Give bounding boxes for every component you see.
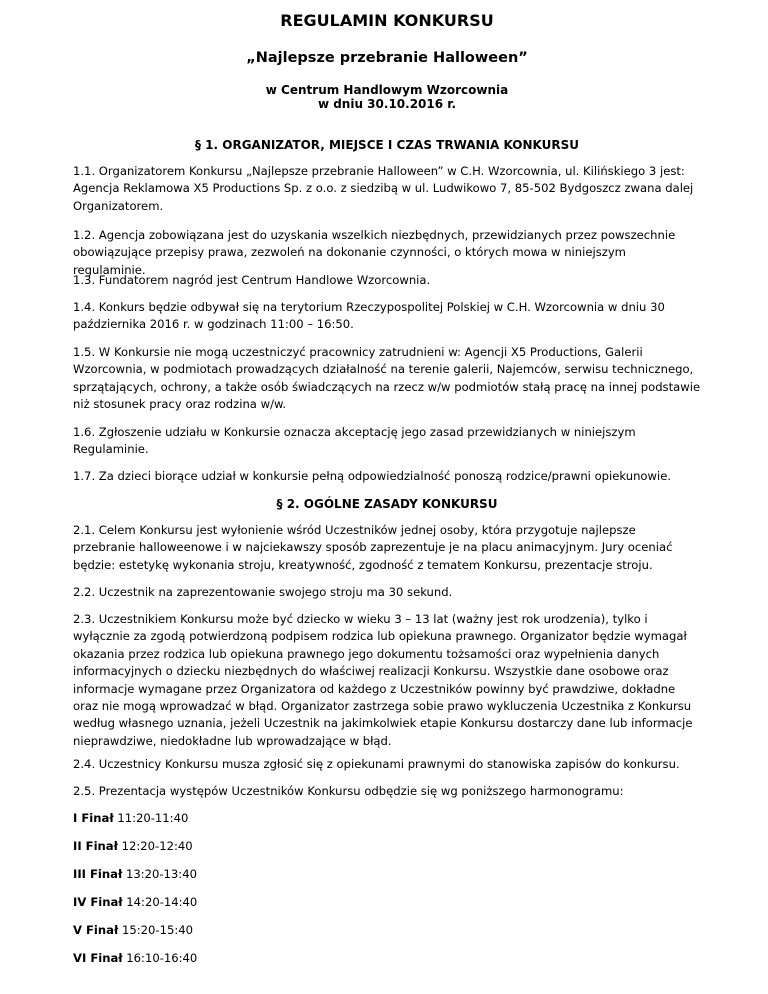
final-label: I Finał: [73, 811, 114, 825]
paragraph-1-5: 1.5. W Konkursie nie mogą uczestniczyć pracownicy zatrudnieni w: Agencji X5 Productions, Galerii Wzorcownia, w podmiotach prowadzących działalność na terenie galerii, Najemców, serwisu technicznego, sprzątających, ochrony, a także osób świadczących na rzecz w/w podmiotów stałą pracę na innej podstawie niż stosunek pracy oraz rodzina w/w.: [73, 345, 701, 412]
paragraph-2-3: 2.3. Uczestnikiem Konkursu może być dziecko w wieku 3 – 13 lat (ważny jest rok urodzenia), tylko i wyłącznie za zgodą potwierdzoną podpisem rodzica lub opiekuna prawnego. Organizator będzie wymagał okazania przez rodzica lub opiekuna prawnego jego dokumentu tożsamości oraz wypełnienia danych informacyjnych o dziecku niezbędnych do właściwej realizacji Konkursu. Wszystkie dane osobowe oraz informacje wymagane przez Organizatora od każdego z Uczestników powinny być prawdziwe, dokładne oraz nie mogą wprowadzać w błąd. Organizator zastrzega sobie prawo wykluczenia Uczestnika z Konkursu według własnego uznania, jeżeli Uczestnik na jakimkolwiek etapie Konkursu dostarczy dane lub informacje nieprawdziwe, niedokładne lub wprowadzające w błąd.: [73, 612, 693, 748]
paragraph-2-1: 2.1. Celem Konkursu jest wyłonienie wśród Uczestników jednej osoby, która przygotuje najlepsze przebranie halloweenowe i w najciekawszy sposób zaprezentuje je na placu animacyjnym. Jury oceniać będzie: estetykę wykonania stroju, kreatywność, zgodność z tematem Konkursu, prezentacje stroju.: [73, 523, 673, 572]
final-time: 12:20-12:40: [121, 839, 193, 853]
paragraph-2-5: 2.5. Prezentacja występów Uczestników Konkursu odbędzie się wg poniższego harmonogramu:: [73, 784, 624, 798]
final-time: 13:20-13:40: [125, 867, 197, 881]
section-1-heading: § 1. ORGANIZATOR, MIEJSCE I CZAS TRWANIA KONKURSU: [195, 138, 579, 152]
contest-name: „Najlepsze przebranie Halloween”: [246, 50, 528, 66]
paragraph-1-4: 1.4. Konkurs będzie odbywał się na terytorium Rzeczypospolitej Polskiej w C.H. Wzorcownia w dniu 30 października 2016 r. w godzinach 11:00 – 16:50.: [73, 300, 665, 332]
paragraph-1-1: 1.1. Organizatorem Konkursu „Najlepsze przebranie Halloween” w C.H. Wzorcownia, ul. Kilińskiego 3 jest: Agencja Reklamowa X5 Productions Sp. z o.o. z siedzibą w ul. Ludwikowo 7, 85-502 Bydgoszcz zwana dalej Organizatorem.: [73, 164, 694, 213]
document-title: REGULAMIN KONKURSU: [280, 11, 494, 30]
section-2-heading: § 2. OGÓLNE ZASADY KONKURSU: [276, 497, 498, 511]
final-entry: [73, 950, 701, 967]
final-entry: [73, 922, 701, 939]
final-time: 16:10-16:40: [126, 951, 198, 965]
final-label: II Finał: [73, 839, 118, 853]
final-label: III Finał: [73, 867, 123, 881]
final-entry: [73, 866, 701, 883]
paragraph-2-2: 2.2. Uczestnik na zaprezentowanie swojego stroju ma 30 sekund.: [73, 585, 453, 599]
final-label: IV Finał: [73, 895, 123, 909]
final-time: 14:20-14:40: [126, 895, 198, 909]
paragraph-1-2: 1.2. Agencja zobowiązana jest do uzyskania wszelkich niezbędnych, przewidzianych przez powszechnie obowiązujące przepisy prawa, zezwoleń na dokonanie czynności, o których mowa w niniejszym regulaminie.: [73, 228, 676, 277]
venue-line: w Centrum Handlowym Wzorcownia: [265, 83, 509, 97]
paragraph-2-4: 2.4. Uczestnicy Konkursu musza zgłosić się z opiekunami prawnymi do stanowiska zapisów do konkursu.: [73, 757, 680, 771]
final-entry: [73, 810, 701, 827]
final-entry: [73, 894, 701, 911]
final-label: V Finał: [73, 923, 119, 937]
paragraph-1-6: 1.6. Zgłoszenie udziału w Konkursie oznacza akceptację jego zasad przewidzianych w niniejszym Regulaminie.: [73, 425, 636, 457]
final-label: VI Finał: [73, 951, 123, 965]
final-entry: [73, 838, 701, 855]
paragraph-1-7: 1.7. Za dzieci biorące udział w konkursie pełną odpowiedzialność ponoszą rodzice/prawni opiekunowie.: [73, 469, 672, 483]
final-time: 15:20-15:40: [121, 923, 193, 937]
final-time: 11:20-11:40: [117, 811, 189, 825]
paragraph-1-3: 1.3. Fundatorem nagród jest Centrum Handlowe Wzorcownia.: [73, 273, 431, 287]
date-line: w dniu 30.10.2016 r.: [317, 97, 457, 111]
